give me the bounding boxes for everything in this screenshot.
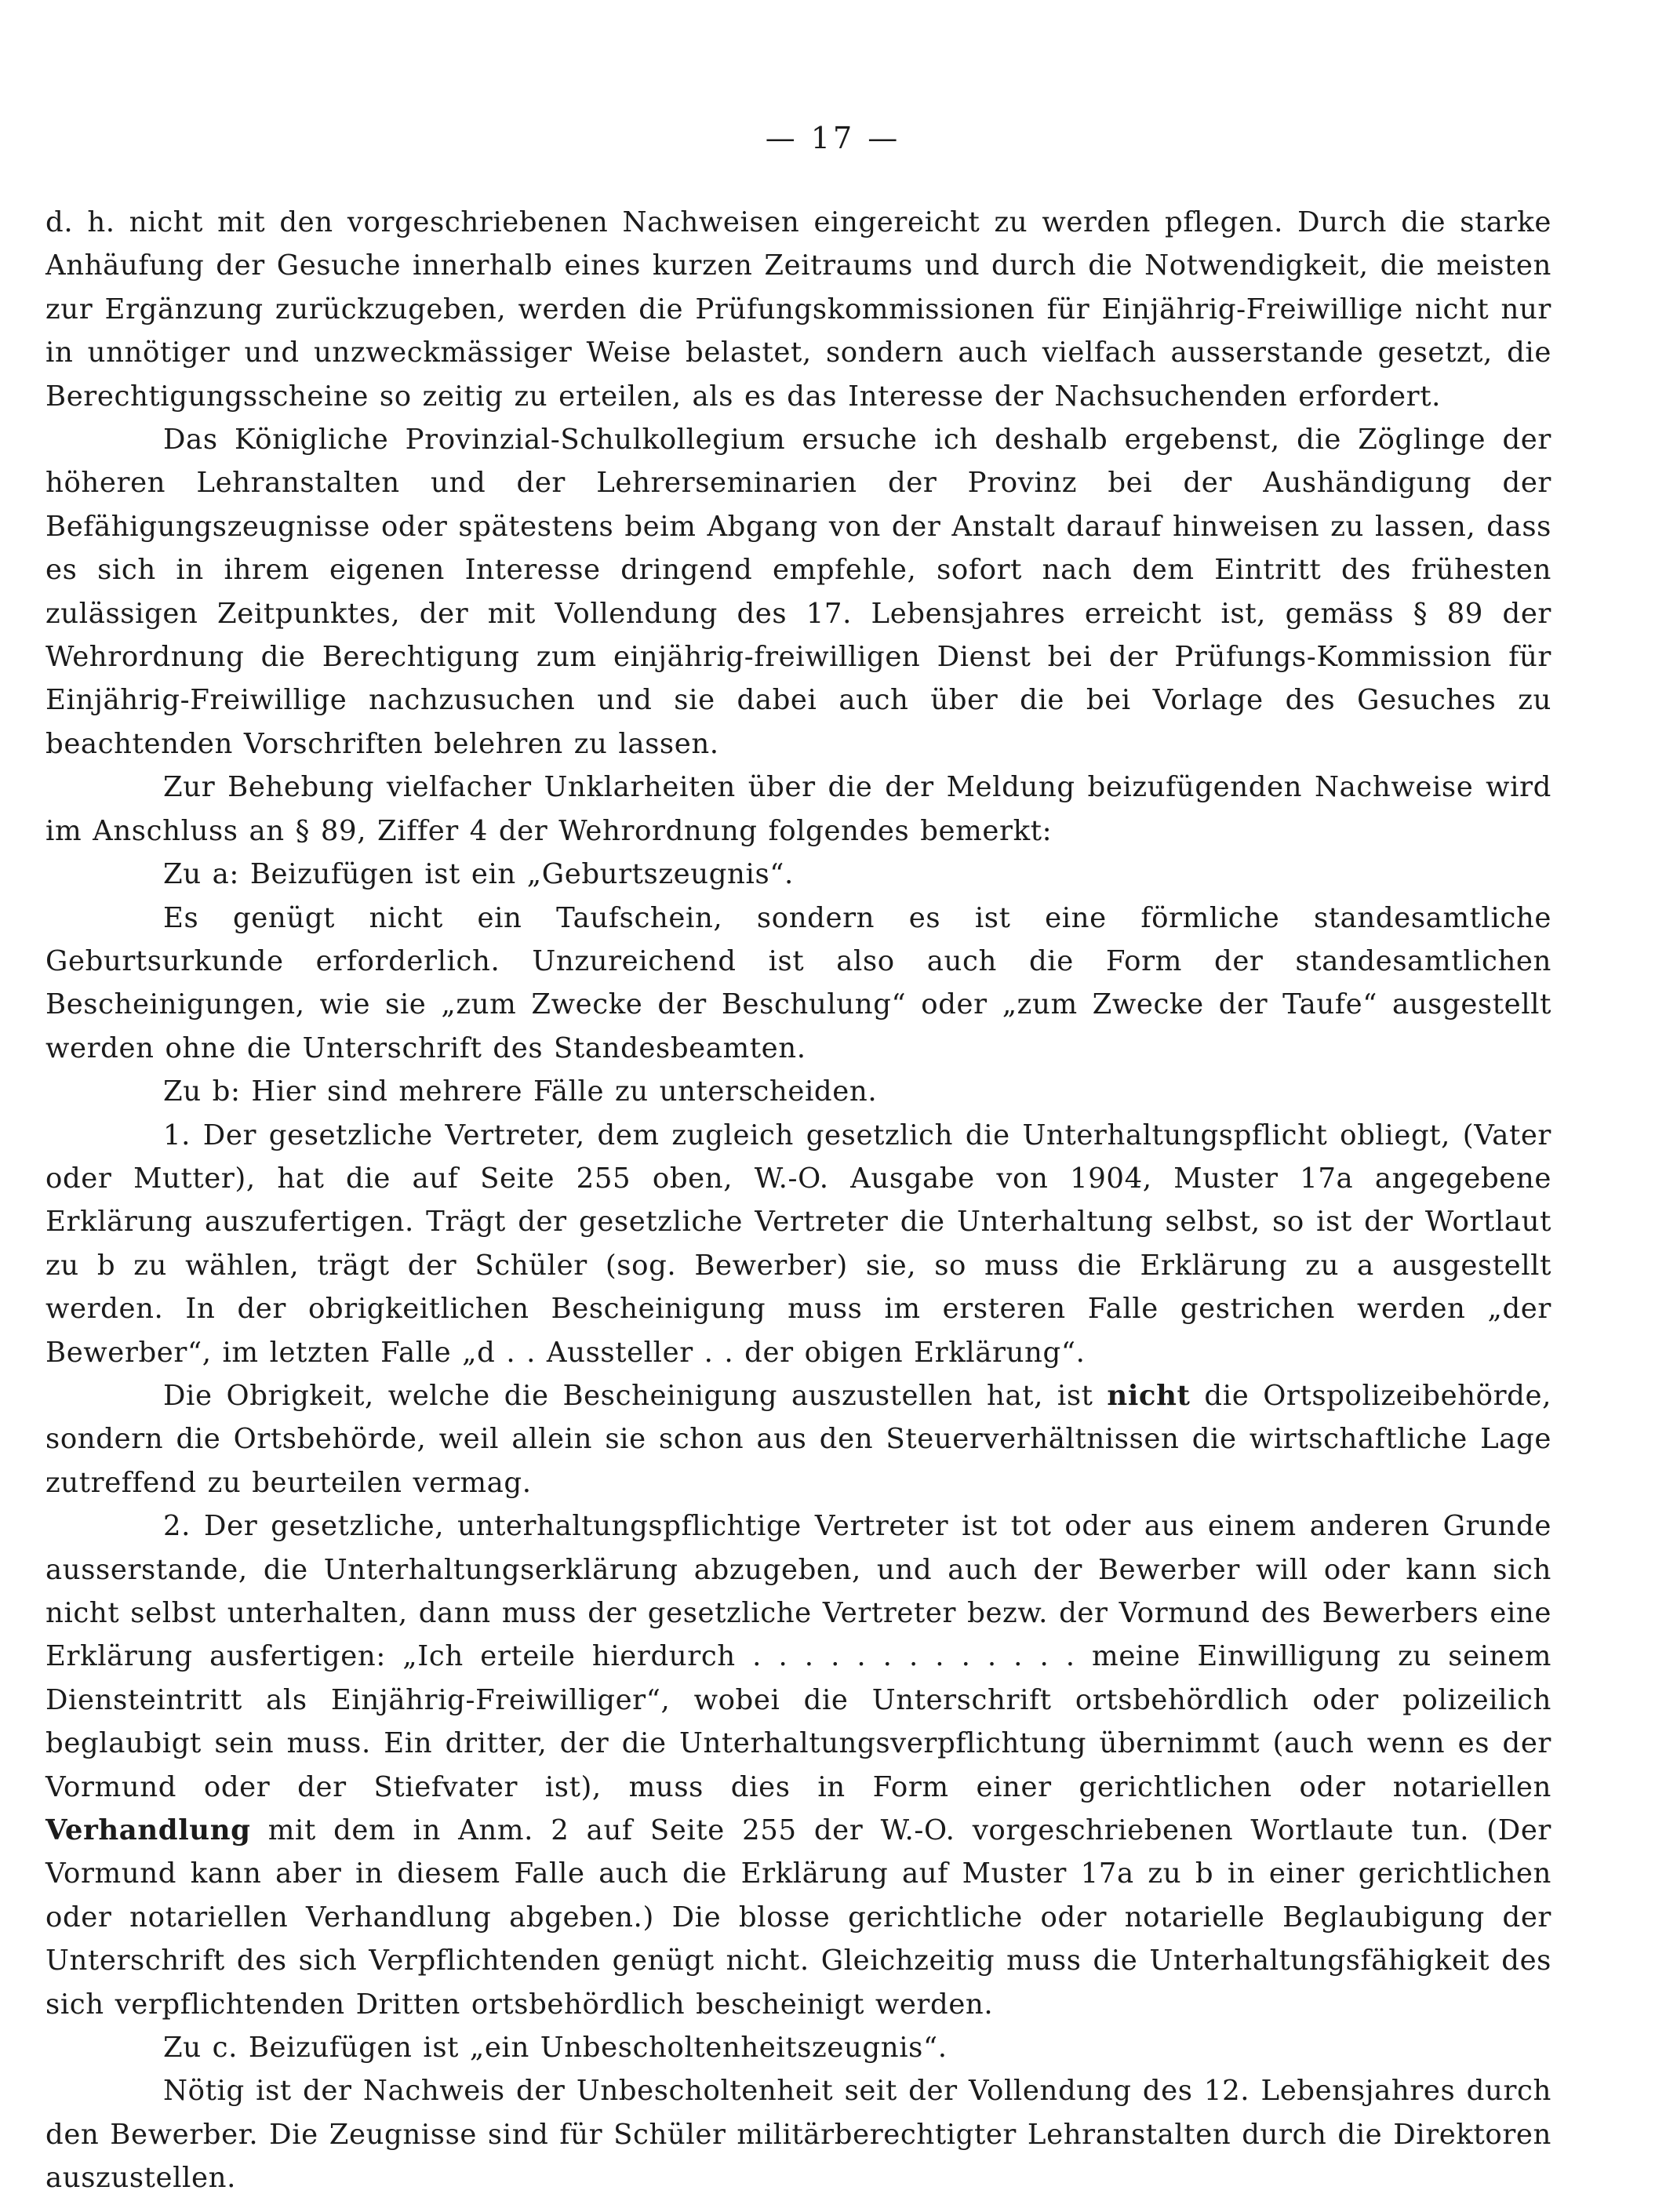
paragraph-case-1: 1. Der gesetzliche Vertreter, dem zugleich gesetzlich die Unterhaltungspflicht obliegt, (Vater oder Mutter), hat die auf Seite 255 oben, W.-O. Ausgabe von 1904, Muster 17a angegebene Erklärung auszufertigen. Trägt der gesetzliche Vertreter die Unterhaltung selbst, so ist der Wortlaut zu b zu wählen, trägt der Schüler (sog. Bewerber) sie, so muss die Erklärung zu a ausgestellt werden. In der obrigkeitlichen Bescheinigung muss im ersteren Falle gestrichen werden „der Bewerber“, im letzten Falle „d . . Aussteller . . der obigen Erklärung“.	[45, 1119, 1551, 1369]
paragraph-zu-c: Zu c. Beizufügen ist „ein Unbescholtenheitszeugnis“.	[163, 2032, 948, 2065]
paragraph-continuation: d. h. nicht mit den vorgeschriebenen Nachweisen eingereicht zu werden pflegen. Durch die starke Anhäufung der Gesuche innerhalb eines kurzen Zeitraums und durch die Notwendigkeit, die meisten zur Ergänzung zurückzugeben, werden die Prüfungskommissionen für Einjährig-Freiwillige nicht nur in unnötiger und unzweckmässiger Weise belastet, sondern auch vielfach ausserstande gesetzt, die Berechtigungsscheine so zeitig zu erteilen, als es das Interesse der Nachsuchenden erfordert.	[45, 206, 1551, 413]
paragraph-obrigkeit-part-2: die Ortspolizeibehörde, sondern die Ortsbehörde, weil allein sie schon aus den Steuerverhältnissen die wirtschaftliche Lage zutreffend zu beurteilen vermag.	[45, 1379, 1551, 1499]
paragraph-zu-a: Zu a: Beizufügen ist ein „Geburtszeugnis“.	[163, 858, 794, 891]
body-text	[45, 201, 1551, 2200]
paragraph-case-2-bold: Verhandlung	[45, 1814, 251, 1847]
paragraph-case-2	[45, 1504, 1551, 2026]
paragraph-obrigkeit-part-1: Die Obrigkeit, welche die Bescheinigung auszustellen hat, ist	[163, 1379, 1108, 1412]
paragraph-obrigkeit	[45, 1374, 1551, 1504]
paragraph-clarification: Zur Behebung vielfacher Unklarheiten über die der Meldung beizufügenden Nachweise wird im Anschluss an § 89, Ziffer 4 der Wehrordnung folgendes bemerkt:	[45, 771, 1551, 847]
paragraph-request: Das Königliche Provinzial-Schulkollegium ersuche ich deshalb ergebenst, die Zöglinge der höheren Lehranstalten und der Lehrerseminarien der Provinz bei der Aushändigung der Befähigungszeugnisse oder spätestens beim Abgang von der Anstalt darauf hinweisen zu lassen, dass es sich in ihrem eigenen Interesse dringend empfehle, sofort nach dem Eintritt des frühesten zulässigen Zeitpunktes, der mit Vollendung des 17. Lebensjahres erreicht ist, gemäss § 89 der Wehrordnung die Berechtigung zum einjährig-freiwilligen Dienst bei der Prüfungs-Kommission für Einjährig-Freiwillige nachzusuchen und sie dabei auch über die bei Vorlage des Gesuches zu beachtenden Vorschriften belehren zu lassen.	[45, 424, 1551, 760]
paragraph-case-2-part-1: 2. Der gesetzliche, unterhaltungspflichtige Vertreter ist tot oder aus einem anderen Grunde ausserstande, die Unterhaltungserklärung abzugeben, und auch der Bewerber will oder kann sich nicht selbst unterhalten, dann muss der gesetzliche Vertreter bezw. der Vormund des Bewerbers eine Erklärung ausfertigen: „Ich erteile hierdurch . . . . . . . . . . . . . meine Einwilligung zu seinem Diensteintritt als Einjährig-Freiwilliger“, wobei die Unterschrift ortsbehördlich oder polizeilich beglaubigt sein muss. Ein dritter, der die Unterhaltungsverpflichtung übernimmt (auch wenn es der Vormund oder der Stiefvater ist), muss dies in Form einer gerichtlichen oder notariellen	[45, 1510, 1551, 1803]
paragraph-obrigkeit-bold: nicht	[1107, 1379, 1191, 1412]
paragraph-zu-b: Zu b: Hier sind mehrere Fälle zu unterscheiden.	[163, 1075, 878, 1108]
page-number: — 17 —	[765, 121, 901, 155]
paragraph-case-2-part-2: mit dem in Anm. 2 auf Seite 255 der W.-O. vorgeschriebenen Wortlaute tun. (Der Vormund kann aber in diesem Falle auch die Erklärung auf Muster 17a zu b in einer gerichtlichen oder notariellen Verhandlung abgeben.) Die blosse gerichtliche oder notarielle Beglaubigung der Unterschrift des sich Verpflichtenden genügt nicht. Gleichzeitig muss die Unterhaltungsfähigkeit des sich verpflichtenden Dritten ortsbehördlich bescheinigt werden.	[45, 1814, 1551, 2021]
paragraph-unbescholtenheit: Nötig ist der Nachweis der Unbescholtenheit seit der Vollendung des 12. Lebensjahres durch den Bewerber. Die Zeugnisse sind für Schüler militärberechtigter Lehranstalten durch die Direktoren auszustellen.	[45, 2075, 1551, 2195]
paragraph-taufschein: Es genügt nicht ein Taufschein, sondern es ist eine förmliche standesamtliche Geburtsurkunde erforderlich. Unzureichend ist also auch die Form der standesamtlichen Bescheinigungen, wie sie „zum Zwecke der Beschulung“ oder „zum Zwecke der Taufe“ ausgestellt werden ohne die Unterschrift des Standesbeamten.	[45, 901, 1551, 1064]
